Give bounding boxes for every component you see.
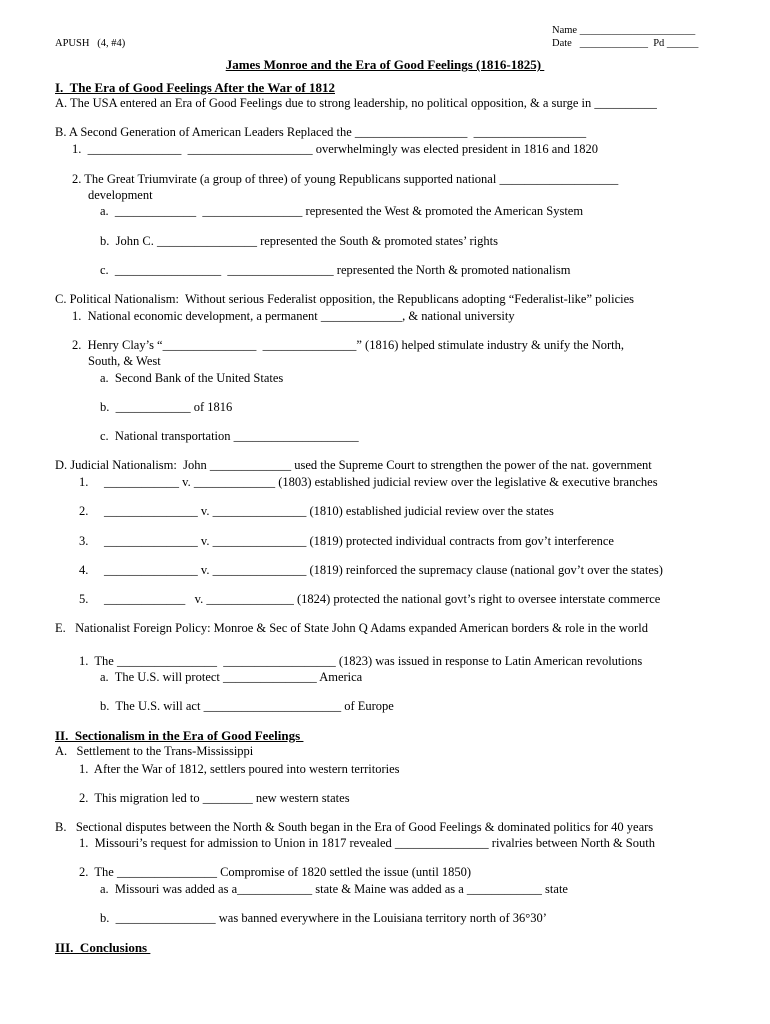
section-1-item-d5: 5. _____________ v. ______________ (1824) protected the national govt’s right to oversee interstate commerce [79, 592, 661, 606]
section-1-item-b2: 2. The Great Triumvirate (a group of three) of young Republicans supported national ___________________ [72, 172, 619, 186]
section-2-heading: II. Sectionalism in the Era of Good Feelings [55, 728, 304, 743]
section-2-item-b2: 2. The ________________ Compromise of 1820 settled the issue (until 1850) [79, 865, 472, 879]
section-1-item-b2b: b. John C. ________________ represented the South & promoted states’ rights [100, 234, 498, 248]
section-1-item-b2a: a. _____________ ________________ represented the West & promoted the American System [100, 204, 584, 218]
section-1-item-d1: 1. ____________ v. _____________ (1803) established judicial review over the legislative & executive branches [79, 475, 658, 489]
course-code: APUSH (4, #4) [55, 38, 126, 49]
section-2-item-b2b: b. ________________ was banned everywhere in the Louisiana territory north of 36°30’ [100, 911, 547, 925]
section-2-item-b1: 1. Missouri’s request for admission to Union in 1817 revealed _______________ rivalries between North & South [79, 836, 655, 850]
section-1-item-b: B. A Second Generation of American Leaders Replaced the __________________ __________________ [55, 125, 587, 139]
section-1-item-c2-cont: South, & West [88, 354, 161, 368]
section-1-item-b2c: c. _________________ _________________ represented the North & promoted nationalism [100, 263, 571, 277]
page-title: James Monroe and the Era of Good Feelings (1816-1825) [225, 57, 545, 72]
section-1-heading: I. The Era of Good Feelings After the War of 1812 [55, 80, 335, 95]
section-2-item-b: B. Sectional disputes between the North & South began in the Era of Good Feelings & dominated politics for 40 years [55, 820, 654, 834]
section-1-item-c: C. Political Nationalism: Without serious Federalist opposition, the Republicans adopting “Federalist-like” policies [55, 292, 635, 306]
section-3-heading: III. Conclusions [55, 940, 151, 955]
section-2-item-a: A. Settlement to the Trans-Mississippi [55, 744, 254, 758]
section-1-item-e1a: a. The U.S. will protect _______________ America [100, 670, 363, 684]
section-1-item-c1: 1. National economic development, a permanent _____________, & national university [72, 309, 515, 323]
section-1-item-b2-cont: development [88, 188, 153, 202]
section-1-item-e: E. Nationalist Foreign Policy: Monroe & Sec of State John Q Adams expanded American borders & role in the world [55, 621, 648, 635]
section-2-item-b2a: a. Missouri was added as a____________ state & Maine was added as a ____________ state [100, 882, 568, 896]
section-2-item-a1: 1. After the War of 1812, settlers poured into western territories [79, 762, 400, 776]
section-1-item-d: D. Judicial Nationalism: John _____________ used the Supreme Court to strengthen the power of the nat. government [55, 458, 652, 472]
section-1-item-d2: 2. _______________ v. _______________ (1810) established judicial review over the states [79, 504, 554, 518]
section-2-item-a2: 2. This migration led to ________ new western states [79, 791, 350, 805]
section-1-item-d4: 4. _______________ v. _______________ (1819) reinforced the supremacy clause (national gov’t over the states) [79, 563, 663, 577]
section-1-item-c2c: c. National transportation ____________________ [100, 429, 359, 443]
section-1-item-e1: 1. The ________________ __________________ (1823) was issued in response to Latin American revolutions [79, 654, 643, 668]
section-1-item-a: A. The USA entered an Era of Good Feelings due to strong leadership, no political opposition, & a surge in __________ [55, 96, 657, 110]
section-1-item-b1: 1. _______________ ____________________ overwhelmingly was elected president in 1816 and 1820 [72, 142, 598, 156]
name-line: Name ______________________ [552, 25, 696, 36]
section-1-item-d3: 3. _______________ v. _______________ (1819) protected individual contracts from gov’t interference [79, 534, 614, 548]
section-1-item-e1b: b. The U.S. will act ______________________ of Europe [100, 699, 394, 713]
section-1-item-c2: 2. Henry Clay’s “_______________ _______________” (1816) helped stimulate industry & unify the North, [72, 338, 625, 352]
date-period-line: Date _____________ Pd ______ [552, 38, 699, 49]
section-1-item-c2b: b. ____________ of 1816 [100, 400, 233, 414]
section-1-item-c2a: a. Second Bank of the United States [100, 371, 284, 385]
